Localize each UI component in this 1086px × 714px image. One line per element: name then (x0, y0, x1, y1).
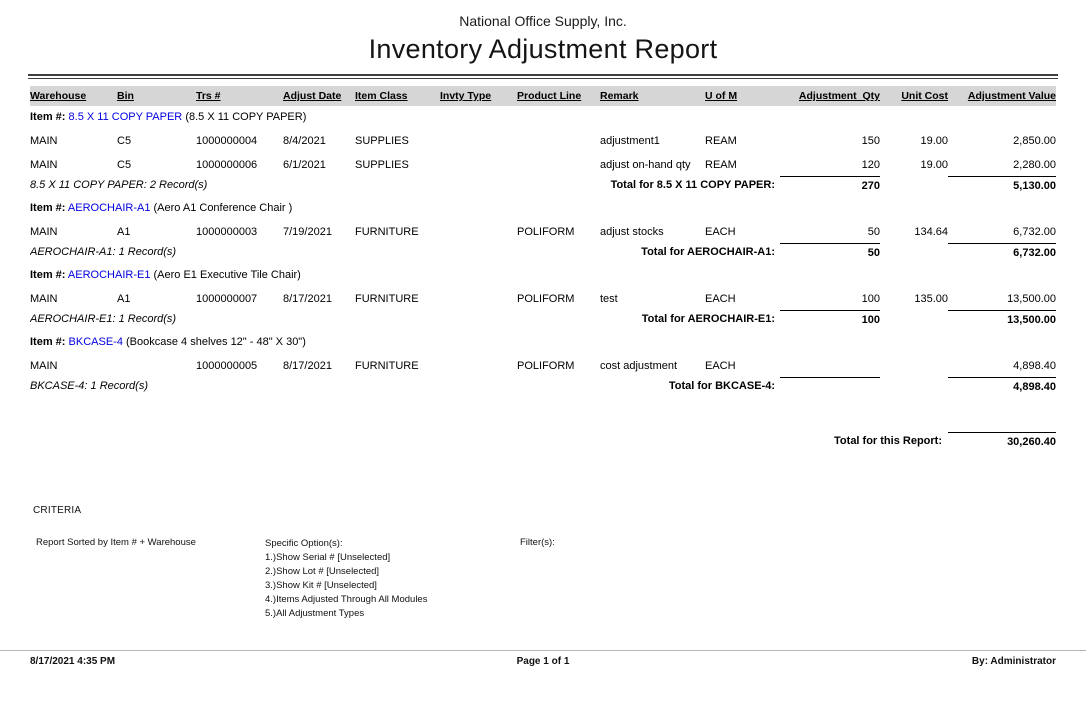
column-header-trs: Trs # (196, 86, 283, 106)
cell-qty (780, 353, 880, 377)
item-group-header-cell (30, 106, 1056, 128)
cell-adjust_date: 7/19/2021 (283, 226, 332, 238)
item-code-link[interactable]: AEROCHAIR-A1 (67, 202, 151, 214)
cell-product_line: POLIFORM (517, 360, 575, 372)
cell-unit_cost: 19.00 (920, 135, 948, 147)
cell-adjust_date: 6/1/2021 (283, 159, 326, 171)
cell-unit_cost: 134.64 (914, 226, 948, 238)
item-description: (Bookcase 4 shelves 12" - 48" X 30") (126, 336, 306, 348)
report-table (30, 86, 1056, 448)
item-group-header-cell (30, 264, 1056, 286)
cell-unit_cost: 19.00 (920, 159, 948, 171)
group-record-count: BKCASE-4: 1 Record(s) (30, 380, 148, 392)
cell-value: 13,500.00 (1007, 292, 1056, 305)
cell-trs: 1000000005 (196, 360, 258, 372)
item-code-link[interactable]: AEROCHAIR-E1 (67, 269, 151, 281)
item-group-header (30, 197, 1056, 219)
report-total-value: 30,260.40 (948, 432, 1056, 448)
cell-uom: EACH (705, 360, 736, 372)
cell-qty: 120 (861, 158, 880, 171)
cell-product_line (517, 128, 600, 152)
criteria-option: 1.)Show Serial # [Unselected] (265, 552, 391, 563)
footer-user: By: Administrator (971, 656, 1056, 667)
table-row (30, 128, 1056, 152)
criteria-heading: CRITERIA (33, 505, 82, 516)
footer-page-number: Page 1 of 1 (516, 656, 570, 667)
item-group-header (30, 264, 1056, 286)
cell-adjust_date: 8/4/2021 (283, 135, 326, 147)
cell-remark: test (600, 293, 618, 305)
group-total-value: 13,500.00 (948, 310, 1056, 331)
cell-qty: 100 (861, 292, 880, 305)
item-group-header (30, 106, 1056, 128)
table-row (30, 286, 1056, 310)
criteria-option: 2.)Show Lot # [Unselected] (265, 566, 380, 577)
criteria-option: 5.)All Adjustment Types (265, 608, 365, 619)
criteria-filters-title: Filter(s): (520, 537, 555, 548)
cell-qty: 50 (867, 225, 880, 238)
item-description: (8.5 X 11 COPY PAPER) (185, 111, 307, 123)
cell-invty_type (440, 353, 517, 377)
cell-trs: 1000000004 (196, 135, 258, 147)
cell-invty_type (440, 286, 517, 310)
group-total-value: 5,130.00 (948, 176, 1056, 197)
column-header-item_class: Item Class (355, 86, 440, 106)
cell-remark: adjustment1 (600, 135, 660, 147)
group-record-count: 8.5 X 11 COPY PAPER: 2 Record(s) (30, 179, 208, 191)
column-header-unit_cost: Unit Cost (880, 86, 948, 106)
cell-unit_cost (880, 353, 948, 377)
footer-divider (0, 650, 1086, 651)
column-header-bin: Bin (117, 86, 196, 106)
cell-adjust_date: 8/17/2021 (283, 293, 332, 305)
group-total-qty: 100 (780, 310, 880, 331)
cell-remark: adjust stocks (600, 226, 664, 238)
cell-uom: REAM (705, 159, 737, 171)
cell-uom: REAM (705, 135, 737, 147)
cell-product_line: POLIFORM (517, 293, 575, 305)
cell-item_class: SUPPLIES (355, 159, 409, 171)
group-total-label: Total for 8.5 X 11 COPY PAPER: (610, 179, 775, 191)
item-description: (Aero E1 Executive Tile Chair) (153, 269, 301, 281)
cell-item_class: SUPPLIES (355, 135, 409, 147)
cell-bin: A1 (117, 226, 131, 238)
item-number-label: Item #: (30, 269, 66, 281)
item-group-header-cell (30, 331, 1056, 353)
group-total-value: 6,732.00 (948, 243, 1056, 264)
cell-product_line: POLIFORM (517, 226, 575, 238)
cell-remark: cost adjustment (600, 360, 678, 372)
criteria-sort-text: Report Sorted by Item # + Warehouse (36, 537, 196, 548)
cell-remark: adjust on-hand qty (600, 159, 691, 171)
spacer-row (30, 398, 1056, 432)
group-total-row (30, 176, 1056, 197)
cell-bin: C5 (117, 135, 132, 147)
cell-product_line (517, 152, 600, 176)
table-row (30, 219, 1056, 243)
cell-value: 2,850.00 (1013, 135, 1056, 147)
group-total-unitcost-blank (880, 243, 948, 264)
group-total-row (30, 310, 1056, 331)
cell-warehouse: MAIN (30, 135, 58, 147)
group-total-qty: 270 (780, 176, 880, 197)
title-divider (28, 74, 1058, 79)
cell-bin: C5 (117, 159, 132, 171)
cell-value: 4,898.40 (1013, 359, 1056, 372)
group-total-unitcost-blank (880, 377, 948, 398)
cell-uom: EACH (705, 293, 736, 305)
item-group-header-cell (30, 197, 1056, 219)
item-code-link[interactable]: BKCASE-4 (68, 336, 123, 348)
cell-trs: 1000000006 (196, 159, 258, 171)
group-record-count: AEROCHAIR-A1: 1 Record(s) (30, 246, 177, 258)
cell-warehouse: MAIN (30, 360, 58, 372)
cell-warehouse: MAIN (30, 226, 58, 238)
criteria-option: 4.)Items Adjusted Through All Modules (265, 594, 428, 605)
cell-adjust_date: 8/17/2021 (283, 360, 332, 372)
column-header-adjust_date: Adjust Date (283, 86, 355, 106)
cell-item_class: FURNITURE (355, 360, 419, 372)
cell-warehouse: MAIN (30, 159, 58, 171)
cell-trs: 1000000003 (196, 226, 258, 238)
group-total-unitcost-blank (880, 176, 948, 197)
cell-invty_type (440, 152, 517, 176)
report-total-label: Total for this Report: (834, 435, 942, 447)
table-row (30, 353, 1056, 377)
cell-bin (117, 353, 196, 377)
cell-qty: 150 (861, 135, 880, 147)
page-title: Inventory Adjustment Report (368, 34, 718, 64)
cell-bin: A1 (117, 293, 131, 305)
criteria-section (33, 505, 555, 621)
column-header-product_line: Product Line (517, 86, 600, 106)
item-number-label: Item #: (30, 336, 66, 348)
group-total-unitcost-blank (880, 310, 948, 331)
table-row (30, 152, 1056, 176)
cell-trs: 1000000007 (196, 293, 258, 305)
column-header-row (30, 86, 1056, 106)
column-header-value: Adjustment Value (948, 86, 1056, 106)
criteria-option: 3.)Show Kit # [Unselected] (265, 580, 377, 591)
group-total-qty (780, 377, 880, 398)
cell-uom: EACH (705, 226, 736, 238)
criteria-options-title: Specific Option(s): (265, 538, 343, 549)
company-name: National Office Supply, Inc. (459, 13, 627, 29)
item-number-label: Item #: (30, 202, 66, 214)
cell-invty_type (440, 128, 517, 152)
group-total-label: Total for AEROCHAIR-E1: (641, 313, 775, 325)
item-group-header (30, 331, 1056, 353)
column-header-warehouse: Warehouse (30, 86, 117, 106)
column-header-uom: U of M (705, 86, 780, 106)
item-number-label: Item #: (30, 111, 66, 123)
report-total-row (30, 432, 1056, 448)
cell-value: 2,280.00 (1013, 158, 1056, 171)
group-total-label: Total for AEROCHAIR-A1: (641, 246, 775, 258)
group-total-row (30, 377, 1056, 398)
item-description: (Aero A1 Conference Chair ) (153, 202, 293, 214)
cell-unit_cost: 135.00 (914, 293, 948, 305)
cell-item_class: FURNITURE (355, 226, 419, 238)
footer-datetime: 8/17/2021 4:35 PM (30, 656, 116, 667)
cell-item_class: FURNITURE (355, 293, 419, 305)
group-total-row (30, 243, 1056, 264)
group-total-value: 4,898.40 (948, 377, 1056, 398)
column-header-remark: Remark (600, 86, 705, 106)
column-header-invty_type: Invty Type (440, 86, 517, 106)
group-total-label: Total for BKCASE-4: (668, 380, 775, 392)
cell-invty_type (440, 219, 517, 243)
cell-warehouse: MAIN (30, 293, 58, 305)
group-total-qty: 50 (780, 243, 880, 264)
column-header-qty: Adjustment Qty (780, 86, 880, 106)
cell-value: 6,732.00 (1013, 225, 1056, 238)
criteria-options (265, 537, 520, 621)
item-code-link[interactable]: 8.5 X 11 COPY PAPER (68, 111, 183, 123)
group-record-count: AEROCHAIR-E1: 1 Record(s) (30, 313, 177, 325)
